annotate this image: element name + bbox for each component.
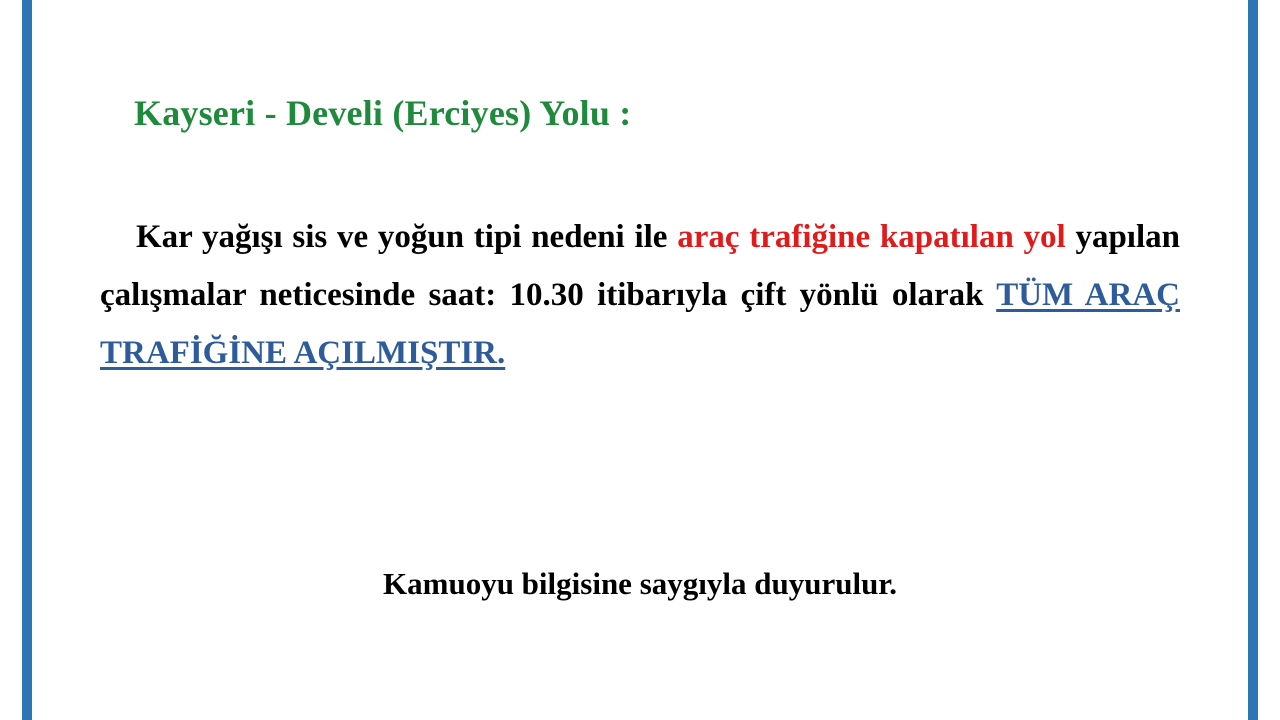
announcement-paragraph — [100, 208, 1180, 382]
right-accent-bar — [1248, 0, 1258, 720]
footer-note: Kamuoyu bilgisine saygıyla duyurulur. — [383, 566, 897, 601]
paragraph-segment-red: araç trafiğine kapatılan yol — [677, 219, 1066, 255]
paragraph-segment-3: yapılan çalışmalar neticesinde saat: 10.30 itibarıyla çift yönlü olarak — [100, 219, 1180, 313]
slide-content — [100, 0, 1180, 720]
slide-heading: Kayseri - Develi (Erciyes) Yolu : — [134, 93, 632, 133]
paragraph-segment-blue: TÜM ARAÇ TRAFİĞİNE AÇILMIŞTIR. — [100, 277, 1180, 371]
left-accent-bar — [22, 0, 32, 720]
paragraph-segment-1: Kar yağışı sis ve yoğun tipi nedeni ile — [136, 219, 678, 255]
